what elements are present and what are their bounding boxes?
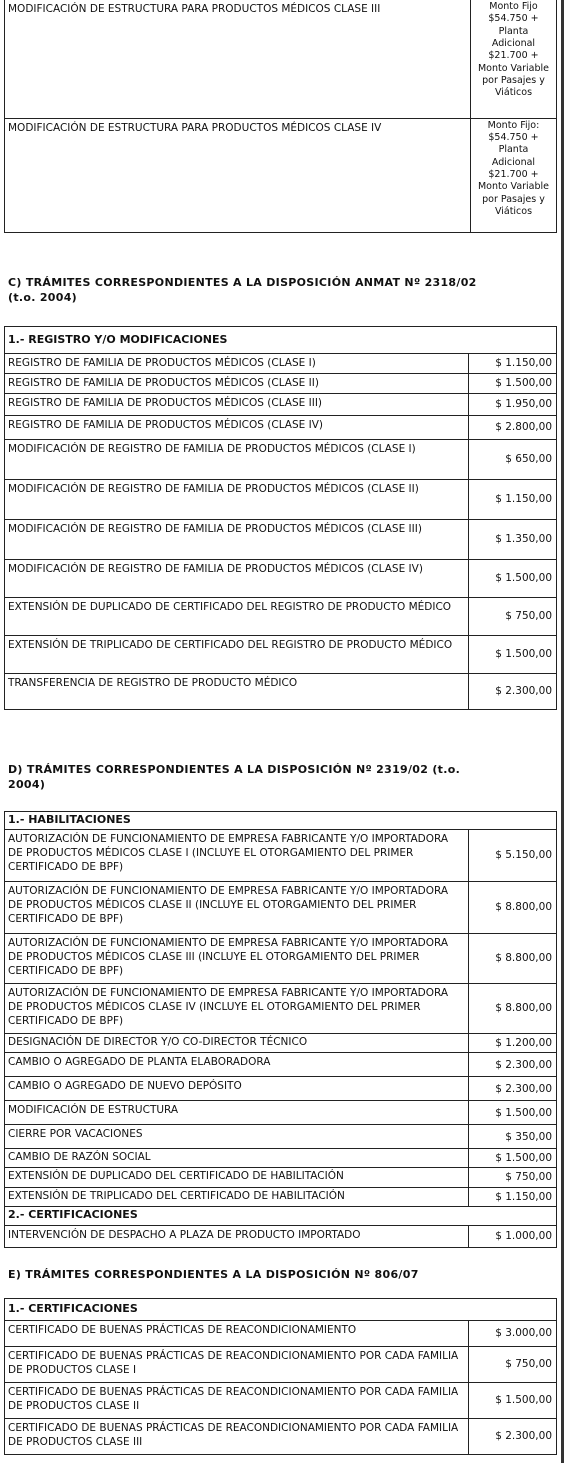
fee-amount: $ 1.000,00 xyxy=(469,1225,557,1247)
fee-label: CAMBIO DE RAZÓN SOCIAL xyxy=(5,1149,469,1168)
fee-label: MODIFICACIÓN DE REGISTRO DE FAMILIA DE PRODUCTOS MÉDICOS (CLASE II) xyxy=(5,480,469,520)
fee-amount: $ 750,00 xyxy=(469,1347,557,1383)
table-row xyxy=(5,934,557,984)
fee-label: MODIFICACIÓN DE ESTRUCTURA PARA PRODUCTOS MÉDICOS CLASE III xyxy=(5,0,471,118)
fee-cost: Monto Fijo: $54.750 + Planta Adicional $21.700 + Monto Variable por Pasajes y Viáticos xyxy=(471,118,557,232)
fee-amount: $ 2.300,00 xyxy=(469,1077,557,1101)
fee-label: DESIGNACIÓN DE DIRECTOR Y/O CO-DIRECTOR TÉCNICO xyxy=(5,1034,469,1053)
table-row xyxy=(5,1168,557,1187)
fee-label: AUTORIZACIÓN DE FUNCIONAMIENTO DE EMPRESA FABRICANTE Y/O IMPORTADORA DE PRODUCTOS MÉDICOS CLASE II (INCLUYE EL OTORGAMIENTO DEL PRIMER CERTIFICADO DE BPF) xyxy=(5,882,469,934)
fee-label: REGISTRO DE FAMILIA DE PRODUCTOS MÉDICOS (CLASE I) xyxy=(5,354,469,374)
fee-label: REGISTRO DE FAMILIA DE PRODUCTOS MÉDICOS (CLASE II) xyxy=(5,374,469,394)
top-table xyxy=(4,0,557,233)
fee-label: MODIFICACIÓN DE REGISTRO DE FAMILIA DE PRODUCTOS MÉDICOS (CLASE I) xyxy=(5,440,469,480)
table-row xyxy=(5,1034,557,1053)
section-c-subheader: 1.- REGISTRO Y/O MODIFICACIONES xyxy=(5,327,557,354)
fee-amount: $ 5.150,00 xyxy=(469,830,557,882)
fee-label: EXTENSIÓN DE TRIPLICADO DE CERTIFICADO DEL REGISTRO DE PRODUCTO MÉDICO xyxy=(5,636,469,674)
fee-cost: Monto Fijo $54.750 + Planta Adicional $21.700 + Monto Variable por Pasajes y Viáticos xyxy=(471,0,557,118)
table-row xyxy=(5,1347,557,1383)
section-e-heading: E) TRÁMITES CORRESPONDIENTES A LA DISPOSICIÓN Nº 806/07 xyxy=(8,1268,419,1281)
fee-label: INTERVENCIÓN DE DESPACHO A PLAZA DE PRODUCTO IMPORTADO xyxy=(5,1225,469,1247)
fee-amount: $ 1.200,00 xyxy=(469,1034,557,1053)
table-row xyxy=(5,1383,557,1419)
fee-label: EXTENSIÓN DE TRIPLICADO DEL CERTIFICADO DE HABILITACIÓN xyxy=(5,1187,469,1206)
fee-label: MODIFICACIÓN DE REGISTRO DE FAMILIA DE PRODUCTOS MÉDICOS (CLASE IV) xyxy=(5,560,469,598)
table-row xyxy=(5,520,557,560)
fee-amount: $ 1.500,00 xyxy=(469,1101,557,1125)
table-row xyxy=(5,440,557,480)
fee-amount: $ 3.000,00 xyxy=(469,1321,557,1347)
fee-amount: $ 1.350,00 xyxy=(469,520,557,560)
fee-amount: $ 650,00 xyxy=(469,440,557,480)
fee-amount: $ 2.800,00 xyxy=(469,416,557,440)
fee-amount: $ 1.500,00 xyxy=(469,1149,557,1168)
fee-amount: $ 1.150,00 xyxy=(469,1187,557,1206)
fee-label: EXTENSIÓN DE DUPLICADO DEL CERTIFICADO DE HABILITACIÓN xyxy=(5,1168,469,1187)
fee-label: AUTORIZACIÓN DE FUNCIONAMIENTO DE EMPRESA FABRICANTE Y/O IMPORTADORA DE PRODUCTOS MÉDICOS CLASE I (INCLUYE EL OTORGAMIENTO DEL PRIMER CERTIFICADO DE BPF) xyxy=(5,830,469,882)
table-row xyxy=(5,1125,557,1149)
section-d-subheader-certificaciones: 2.- CERTIFICACIONES xyxy=(5,1206,557,1225)
fee-amount: $ 1.500,00 xyxy=(469,374,557,394)
table-row xyxy=(5,984,557,1034)
fee-label: MODIFICACIÓN DE ESTRUCTURA xyxy=(5,1101,469,1125)
table-row xyxy=(5,1187,557,1206)
section-c-table xyxy=(4,326,557,710)
fee-amount: $ 1.150,00 xyxy=(469,480,557,520)
fee-label: CERTIFICADO DE BUENAS PRÁCTICAS DE REACONDICIONAMIENTO POR CADA FAMILIA DE PRODUCTOS CLASE III xyxy=(5,1419,469,1455)
section-d-subheader-habilitaciones: 1.- HABILITACIONES xyxy=(5,812,557,830)
table-row xyxy=(5,636,557,674)
fee-label: CAMBIO O AGREGADO DE PLANTA ELABORADORA xyxy=(5,1053,469,1077)
fee-label: MODIFICACIÓN DE REGISTRO DE FAMILIA DE PRODUCTOS MÉDICOS (CLASE III) xyxy=(5,520,469,560)
fee-amount: $ 8.800,00 xyxy=(469,882,557,934)
fee-amount: $ 1.150,00 xyxy=(469,354,557,374)
fee-label: CIERRE POR VACACIONES xyxy=(5,1125,469,1149)
fee-amount: $ 750,00 xyxy=(469,1168,557,1187)
table-row xyxy=(5,118,557,232)
table-row xyxy=(5,354,557,374)
table-row xyxy=(5,0,557,118)
fee-label: CERTIFICADO DE BUENAS PRÁCTICAS DE REACONDICIONAMIENTO xyxy=(5,1321,469,1347)
fee-label: CERTIFICADO DE BUENAS PRÁCTICAS DE REACONDICIONAMIENTO POR CADA FAMILIA DE PRODUCTOS CLASE II xyxy=(5,1383,469,1419)
section-c-heading: C) TRÁMITES CORRESPONDIENTES A LA DISPOSICIÓN ANMAT Nº 2318/02 (t.o. 2004) xyxy=(8,276,477,305)
section-e-subheader: 1.- CERTIFICACIONES xyxy=(5,1299,557,1321)
fee-label: TRANSFERENCIA DE REGISTRO DE PRODUCTO MÉDICO xyxy=(5,674,469,710)
fee-label: REGISTRO DE FAMILIA DE PRODUCTOS MÉDICOS (CLASE III) xyxy=(5,394,469,416)
fee-label: CAMBIO O AGREGADO DE NUEVO DEPÓSITO xyxy=(5,1077,469,1101)
fee-label: AUTORIZACIÓN DE FUNCIONAMIENTO DE EMPRESA FABRICANTE Y/O IMPORTADORA DE PRODUCTOS MÉDICOS CLASE IV (INCLUYE EL OTORGAMIENTO DEL PRIMER CERTIFICADO DE BPF) xyxy=(5,984,469,1034)
fee-label: CERTIFICADO DE BUENAS PRÁCTICAS DE REACONDICIONAMIENTO POR CADA FAMILIA DE PRODUCTOS CLASE I xyxy=(5,1347,469,1383)
fee-amount: $ 1.500,00 xyxy=(469,636,557,674)
table-row xyxy=(5,394,557,416)
table-row xyxy=(5,1053,557,1077)
table-row xyxy=(5,1101,557,1125)
section-e-table xyxy=(4,1298,557,1455)
table-row xyxy=(5,1077,557,1101)
fee-label: MODIFICACIÓN DE ESTRUCTURA PARA PRODUCTOS MÉDICOS CLASE IV xyxy=(5,118,471,232)
table-row xyxy=(5,374,557,394)
fee-label: REGISTRO DE FAMILIA DE PRODUCTOS MÉDICOS (CLASE IV) xyxy=(5,416,469,440)
fee-label: EXTENSIÓN DE DUPLICADO DE CERTIFICADO DEL REGISTRO DE PRODUCTO MÉDICO xyxy=(5,598,469,636)
table-row xyxy=(5,1225,557,1247)
fee-amount: $ 1.950,00 xyxy=(469,394,557,416)
table-row xyxy=(5,560,557,598)
fee-amount: $ 8.800,00 xyxy=(469,934,557,984)
fee-amount: $ 8.800,00 xyxy=(469,984,557,1034)
table-row xyxy=(5,1149,557,1168)
section-d-table xyxy=(4,811,557,1248)
table-row xyxy=(5,882,557,934)
fee-amount: $ 2.300,00 xyxy=(469,1419,557,1455)
fee-amount: $ 2.300,00 xyxy=(469,1053,557,1077)
table-row xyxy=(5,480,557,520)
table-row xyxy=(5,674,557,710)
fee-amount: $ 1.500,00 xyxy=(469,560,557,598)
fee-amount: $ 750,00 xyxy=(469,598,557,636)
fee-label: AUTORIZACIÓN DE FUNCIONAMIENTO DE EMPRESA FABRICANTE Y/O IMPORTADORA DE PRODUCTOS MÉDICOS CLASE III (INCLUYE EL OTORGAMIENTO DEL PRIMER CERTIFICADO DE BPF) xyxy=(5,934,469,984)
table-row xyxy=(5,830,557,882)
table-row xyxy=(5,416,557,440)
table-row xyxy=(5,598,557,636)
section-d-heading: D) TRÁMITES CORRESPONDIENTES A LA DISPOSICIÓN Nº 2319/02 (t.o. 2004) xyxy=(8,763,461,792)
fee-amount: $ 350,00 xyxy=(469,1125,557,1149)
table-row xyxy=(5,1321,557,1347)
fee-amount: $ 1.500,00 xyxy=(469,1383,557,1419)
fee-amount: $ 2.300,00 xyxy=(469,674,557,710)
table-row xyxy=(5,1419,557,1455)
